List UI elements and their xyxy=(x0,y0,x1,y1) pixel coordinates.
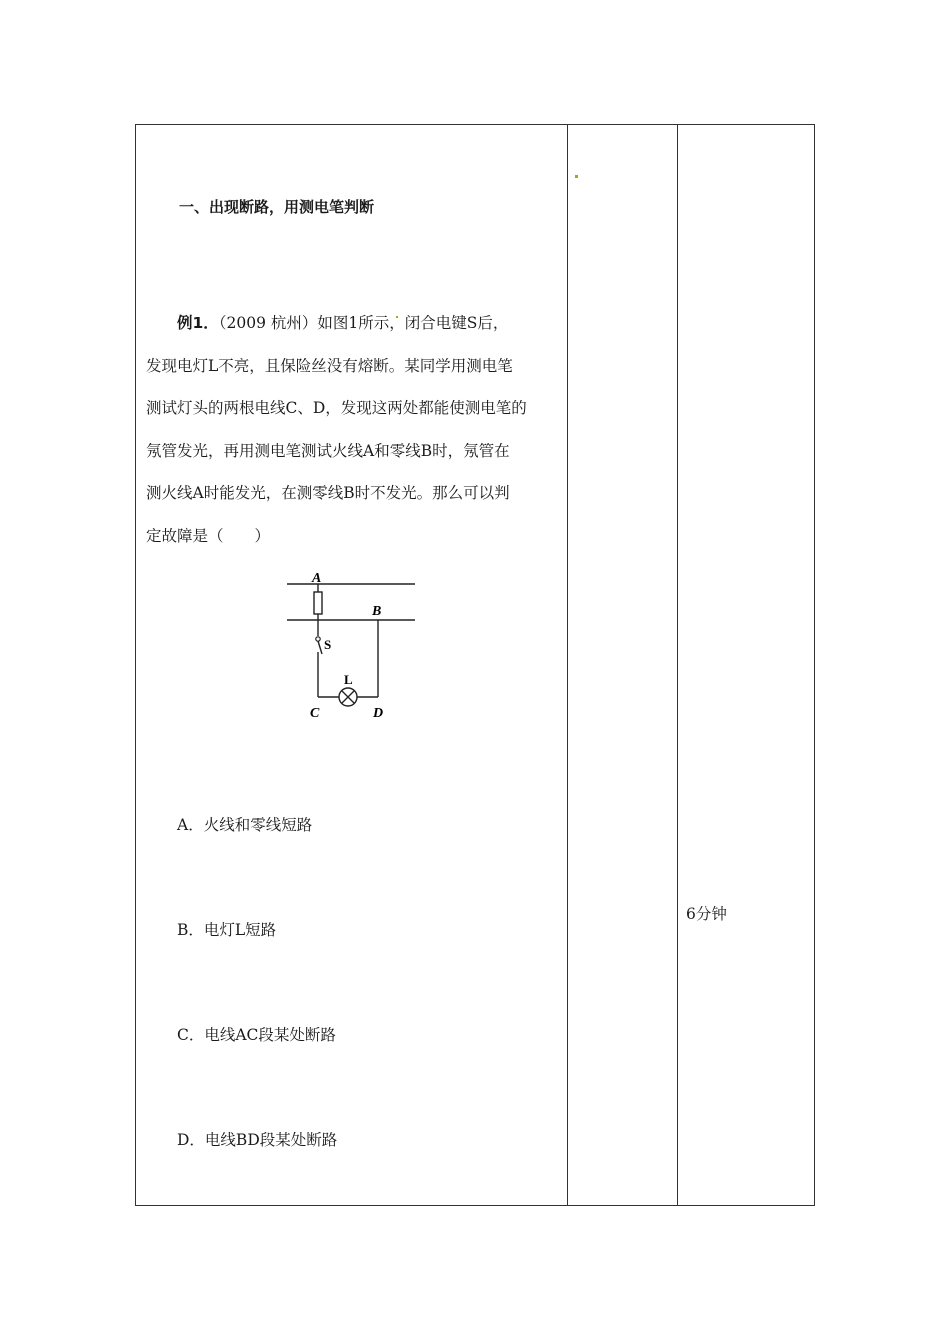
option-c: C．电线AC段某处断路 xyxy=(177,1026,336,1044)
option-a: A．火线和零线短路 xyxy=(177,816,313,834)
label-d: D xyxy=(373,706,384,720)
example-line-1 xyxy=(146,302,556,345)
example-question xyxy=(146,302,556,557)
example-label: 例1． xyxy=(177,314,219,332)
fuse-symbol xyxy=(314,592,322,614)
section-heading: 一、出现断路，用测电笔判断 xyxy=(179,198,375,216)
option-b: B．电灯L短路 xyxy=(177,921,277,939)
column-divider-2 xyxy=(677,125,678,1205)
example-line-5: 测火线A时能发光，在测零线B时不发光。那么可以判 xyxy=(146,484,510,502)
example-line-3: 测试灯头的两根电线C、D，发现这两处都能使测电笔的 xyxy=(146,399,527,417)
time-allocation: 6分钟 xyxy=(686,905,727,923)
option-d: D．电线BD段某处断路 xyxy=(177,1131,338,1149)
label-c: C xyxy=(310,706,320,720)
switch-contact xyxy=(316,637,320,641)
circuit-diagram xyxy=(282,570,422,720)
column-divider-1 xyxy=(567,125,568,1205)
label-l: L xyxy=(344,672,353,687)
example-text: （2009 杭州）如图1所示，闭合电键S后， xyxy=(218,314,509,332)
example-line-2: 发现电灯L不亮，且保险丝没有熔断。某同学用测电笔 xyxy=(146,356,513,375)
speck-mark xyxy=(575,175,578,178)
label-a: A xyxy=(312,571,322,586)
example-line-4: 氖管发光，再用测电笔测试火线A和零线B时，氖管在 xyxy=(146,441,510,460)
label-b: B xyxy=(372,604,382,619)
label-s: S xyxy=(324,637,332,652)
example-line-6: 定故障是（ ） xyxy=(146,526,271,545)
